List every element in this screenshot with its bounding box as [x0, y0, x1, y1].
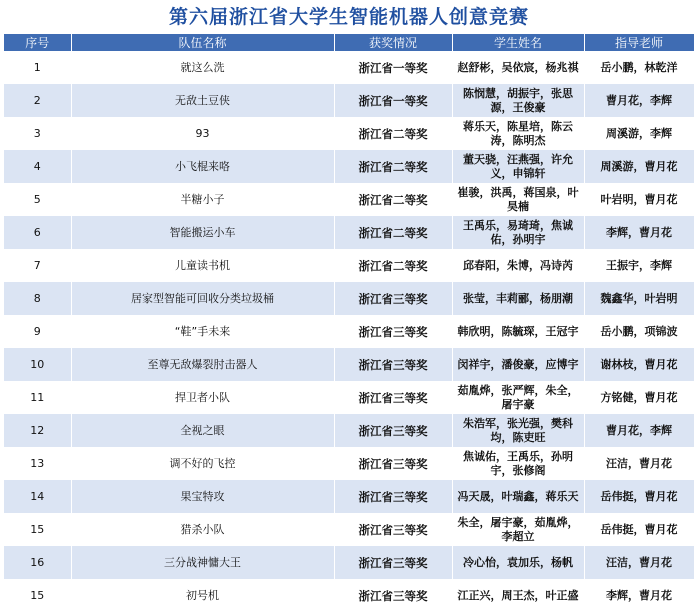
- table-row: [4, 282, 694, 315]
- page-title: 第六届浙江省大学生智能机器人创意竞赛: [168, 6, 529, 28]
- table-row: [4, 315, 694, 348]
- cell-no: 10: [4, 348, 71, 381]
- table-row: [4, 513, 694, 546]
- cell-team: 儿童读书机: [71, 249, 334, 282]
- cell-students: 闵祥宇，潘俊豪，应博宇: [452, 348, 584, 381]
- cell-teacher: 周溪游，曹月花: [584, 150, 694, 183]
- table-row: [4, 150, 694, 183]
- cell-award: 浙江省三等奖: [334, 414, 452, 447]
- cell-teacher: 李辉，曹月花: [584, 579, 694, 612]
- cell-students: 赵舒彬，吴依宸，杨兆祺: [452, 51, 584, 84]
- cell-team: 三分战神慵大王: [71, 546, 334, 579]
- cell-award: 浙江省二等奖: [334, 183, 452, 216]
- cell-no: 15: [4, 579, 71, 612]
- cell-students: 焦诚佑，王禹乐，孙明宇，张修阁: [452, 447, 584, 480]
- header-teacher: 指导老师: [584, 34, 694, 51]
- table-row: [4, 183, 694, 216]
- cell-students: 茹胤烨，张严辉，朱全，屠宇豪: [452, 381, 584, 414]
- cell-no: 5: [4, 183, 71, 216]
- cell-teacher: 曹月花，李辉: [584, 84, 694, 117]
- cell-award: 浙江省三等奖: [334, 579, 452, 612]
- cell-no: 16: [4, 546, 71, 579]
- cell-no: 6: [4, 216, 71, 249]
- cell-team: 93: [71, 117, 334, 150]
- cell-team: 全视之眼: [71, 414, 334, 447]
- table-row: [4, 381, 694, 414]
- cell-teacher: 岳伟挺，曹月花: [584, 513, 694, 546]
- cell-teacher: 李辉，曹月花: [584, 216, 694, 249]
- table-row: [4, 414, 694, 447]
- cell-award: 浙江省三等奖: [334, 513, 452, 546]
- header-team: 队伍名称: [71, 34, 334, 51]
- table-row: [4, 348, 694, 381]
- cell-students: 江正兴，周王杰，叶正盛: [452, 579, 584, 612]
- cell-teacher: 方铭健，曹月花: [584, 381, 694, 414]
- cell-teacher: 岳伟挺，曹月花: [584, 480, 694, 513]
- cell-team: 就这么洗: [71, 51, 334, 84]
- table-row: [4, 480, 694, 513]
- header-students: 学生姓名: [452, 34, 584, 51]
- awards-table: [4, 34, 695, 612]
- table-row: [4, 84, 694, 117]
- cell-teacher: 汪洁，曹月花: [584, 447, 694, 480]
- cell-no: 12: [4, 414, 71, 447]
- cell-students: 董天骁，汪燕强，许允义，申锦轩: [452, 150, 584, 183]
- cell-teacher: 周溪游，李辉: [584, 117, 694, 150]
- cell-team: 调不好的飞控: [71, 447, 334, 480]
- cell-teacher: 曹月花，李辉: [584, 414, 694, 447]
- cell-no: 2: [4, 84, 71, 117]
- cell-team: 果宝特攻: [71, 480, 334, 513]
- cell-students: 崔骏，洪禹，蒋国泉，叶昊楠: [452, 183, 584, 216]
- cell-no: 11: [4, 381, 71, 414]
- cell-no: 7: [4, 249, 71, 282]
- cell-team: 居家型智能可回收分类垃圾桶: [71, 282, 334, 315]
- cell-team: 半糖小子: [71, 183, 334, 216]
- cell-team: 至尊无敌爆裂肘击器人: [71, 348, 334, 381]
- table-row: [4, 117, 694, 150]
- cell-award: 浙江省二等奖: [334, 150, 452, 183]
- cell-award: 浙江省三等奖: [334, 315, 452, 348]
- cell-team: 初号机: [71, 579, 334, 612]
- cell-award: 浙江省三等奖: [334, 348, 452, 381]
- cell-students: 冷心怡，袁加乐，杨帆: [452, 546, 584, 579]
- cell-teacher: 岳小鹏，林乾洋: [584, 51, 694, 84]
- header-award: 获奖情况: [334, 34, 452, 51]
- cell-teacher: 叶岩明，曹月花: [584, 183, 694, 216]
- cell-no: 1: [4, 51, 71, 84]
- cell-teacher: 王振宇，李辉: [584, 249, 694, 282]
- cell-award: 浙江省二等奖: [334, 117, 452, 150]
- cell-students: 冯天晟，叶瑞鑫，蒋乐天: [452, 480, 584, 513]
- cell-teacher: 魏鑫华，叶岩明: [584, 282, 694, 315]
- cell-teacher: 汪洁，曹月花: [584, 546, 694, 579]
- cell-no: 4: [4, 150, 71, 183]
- table-row: [4, 546, 694, 579]
- cell-award: 浙江省三等奖: [334, 282, 452, 315]
- cell-students: 蒋乐天，陈星培，陈云涛，陈明杰: [452, 117, 584, 150]
- cell-students: 朱全，屠宇豪，茹胤烨，李超立: [452, 513, 584, 546]
- cell-award: 浙江省三等奖: [334, 546, 452, 579]
- cell-students: 张莹，丰莉郦，杨朋潮: [452, 282, 584, 315]
- cell-team: 小飞棍来咯: [71, 150, 334, 183]
- cell-no: 13: [4, 447, 71, 480]
- cell-no: 14: [4, 480, 71, 513]
- cell-no: 15: [4, 513, 71, 546]
- table-row: [4, 579, 694, 612]
- cell-award: 浙江省三等奖: [334, 381, 452, 414]
- cell-students: 邱春阳，朱博，冯诗芮: [452, 249, 584, 282]
- cell-award: 浙江省三等奖: [334, 480, 452, 513]
- cell-team: 无敌土豆侠: [71, 84, 334, 117]
- cell-no: 9: [4, 315, 71, 348]
- cell-team: 猎杀小队: [71, 513, 334, 546]
- cell-no: 8: [4, 282, 71, 315]
- table-row: [4, 51, 694, 84]
- table-row: [4, 249, 694, 282]
- header-row: [4, 34, 694, 51]
- cell-award: 浙江省二等奖: [334, 249, 452, 282]
- cell-award: 浙江省二等奖: [334, 216, 452, 249]
- cell-students: 韩欣明，陈毓琛，王冠宇: [452, 315, 584, 348]
- cell-award: 浙江省一等奖: [334, 51, 452, 84]
- table-body: [4, 51, 694, 612]
- cell-no: 3: [4, 117, 71, 150]
- cell-team: “鞋”手未来: [71, 315, 334, 348]
- header-no: 序号: [4, 34, 71, 51]
- cell-team: 智能搬运小车: [71, 216, 334, 249]
- cell-award: 浙江省三等奖: [334, 447, 452, 480]
- table-row: [4, 447, 694, 480]
- cell-students: 朱浩军，张光强，樊科均，陈吏旺: [452, 414, 584, 447]
- cell-students: 王禹乐，易琦琦，焦诚佑，孙明宇: [452, 216, 584, 249]
- cell-award: 浙江省一等奖: [334, 84, 452, 117]
- cell-students: 陈悯慧，胡振宇，张思源，王俊豪: [452, 84, 584, 117]
- table-row: [4, 216, 694, 249]
- cell-teacher: 谢林枝，曹月花: [584, 348, 694, 381]
- cell-team: 捍卫者小队: [71, 381, 334, 414]
- cell-teacher: 岳小鹏，项锦波: [584, 315, 694, 348]
